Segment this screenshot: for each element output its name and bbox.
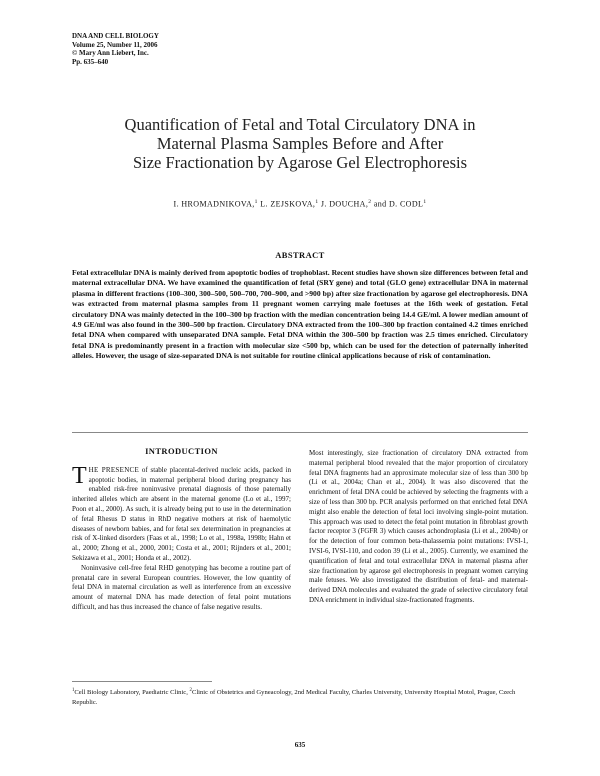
journal-pages: Pp. 635–640 (72, 57, 109, 66)
intro-paragraph-3: Most interestingly, size fractionation of circulatory DNA extracted from maternal peripheral blood revealed that the major proportion of circulatory fetal DNA fragments had an approximate molecular size of less than 300 bp (Li et al., 2004a; Chan et al., 2004). It was also discovered that the enrichment of fetal DNA could be achieved by selecting the fragments with a size of less than 300 bp. PCR analysis performed on that enriched fetal DNA might also enable the detection of fetal loci involving single-point mutation. This approach was used to detect the fetal point mutation in fibroblast growth factor receptor 3 (FGFR 3) which causes achondroplasia (Li et al., 2004b) or for the detection of four common beta-thalassemia point mutations: IVSI-1, IVSI-6, IVSI-110, and codon 39 (Li et al., 2005). Currently, we examined the quantification of fetal and total extracellular DNA in maternal plasma after size fractionation by agarose gel electrophoresis in pregnant women carrying male fetuses. We also investigated the distribution of fetal- and maternal-derived DNA molecules and evaluated the grade of selective circulatory fetal DNA enrichment in individual size-fractionated fragments. (309, 449, 528, 604)
title-line: Size Fractionation by Agarose Gel Electrophoresis (132, 153, 468, 172)
author-affiliation-mark: 1 (254, 199, 258, 205)
intro-paragraph-1-text: of stable placental-derived nucleic acids, packed in apoptotic bodies, in maternal peripheral blood during pregnancy has enabled risk-free noninvasive prenatal diagnosis of those paternally inherited alleles which are absent in the maternal genome (Lo et al., 1997; Poon et al., 2000). As such, it is already being put to use in the determination of fetal Rhesus D status in RhD negative mothers at risk of haemolytic diseases of newborn babies, and for fetal sex determination in pregnancies at risk of X-linked disorders (Faas et al., 1998; Lo et al., 1998a, 1998b; Hahn et al., 2000; Zhong et al., 2000, 2001; Costa et al., 2001; Rijnders et al., 2001; Sekizawa et al., 2001; Honda et al., 2002). (72, 465, 291, 562)
author-name: L. ZEJSKOVA, (260, 199, 316, 209)
author-affiliation-mark: 1 (315, 199, 319, 205)
title-line: Quantification of Fetal and Total Circulatory DNA in (124, 115, 476, 134)
author-affiliation-mark: 1 (423, 199, 427, 205)
journal-name: DNA AND CELL BIOLOGY (72, 32, 159, 40)
left-column (72, 447, 291, 613)
abstract-heading: ABSTRACT (275, 250, 325, 260)
page-number: 635 (294, 741, 306, 749)
author-name: and D. CODL (373, 199, 424, 209)
journal-copyright: © Mary Ann Liebert, Inc. (72, 49, 149, 58)
author-list (60, 199, 540, 209)
abstract-text: Fetal extracellular DNA is mainly derived from apoptotic bodies of trophoblast. Recent studies have shown size differences between fetal and maternal extracellular DNA. We have examined the quantification of fetal (SRY gene) and total (GLO gene) extracellular DNA in maternal plasma in different fractions (100–300, 300–500, 500–700, 700–900, and >900 bp) after size fractionation by agarose gel electrophoresis. DNA was extracted from maternal plasma samples from 11 pregnant women carrying male foetuses at the 16th week of gestation. Fetal circulatory DNA was mainly detected in the 100–300 bp fraction with the median concentration being 14.4 GE/ml. A lower median amount of 4.9 GE/ml was also found in the 300–500 bp fraction. Circulatory DNA extracted from the 100–300 bp fraction contained 4.2 times enriched fetal DNA when compared with unseparated DNA sample. Fetal DNA within the 300–500 bp fraction was 2.5 times enriched. Circulatory fetal DNA is predominantly present in a fraction with molecular size <500 bp, which can be used for the detection of paternally inherited alleles. However, the usage of size-separated DNA is not suitable for routine clinical applications because of risk of contamination. (72, 268, 528, 361)
author-affiliation-mark: 2 (368, 199, 372, 205)
right-column (309, 449, 528, 606)
journal-volume: Volume 25, Number 11, 2006 (72, 40, 158, 49)
lead-in-smallcaps: HE PRESENCE (88, 465, 140, 474)
affiliation-footnote (72, 686, 528, 707)
affiliation-1: Cell Biology Laboratory, Paediatric Clinic, (74, 689, 190, 697)
author-name: I. HROMADNIKOVA, (173, 199, 255, 209)
footnote-divider (72, 681, 212, 682)
affiliation-2: Clinic of Obstetrics and Gyneacology, 2nd Medical Faculty, Charles University, University Hospital Motol, Prague, Czech Republic. (72, 689, 516, 706)
article-title (60, 115, 540, 172)
intro-paragraph-1 (72, 462, 291, 564)
title-line: Maternal Plasma Samples Before and After (156, 134, 444, 153)
intro-paragraph-2: Noninvasive cell-free fetal RHD genotyping has become a routine part of prenatal care in several European countries. However, the low quantity of fetal DNA in maternal circulation as well as interference from an excessive amount of maternal DNA has made detection of fetal point mutations difficult, and has thus increased the chance of false negative results. (72, 563, 291, 611)
drop-cap: T (72, 462, 87, 489)
introduction-heading: INTRODUCTION (145, 446, 218, 456)
author-name: J. DOUCHA, (320, 199, 369, 209)
journal-header (72, 32, 159, 66)
section-divider (72, 432, 528, 433)
footnote-mark: 1 (72, 688, 75, 693)
footnote-mark: 2 (189, 688, 192, 693)
